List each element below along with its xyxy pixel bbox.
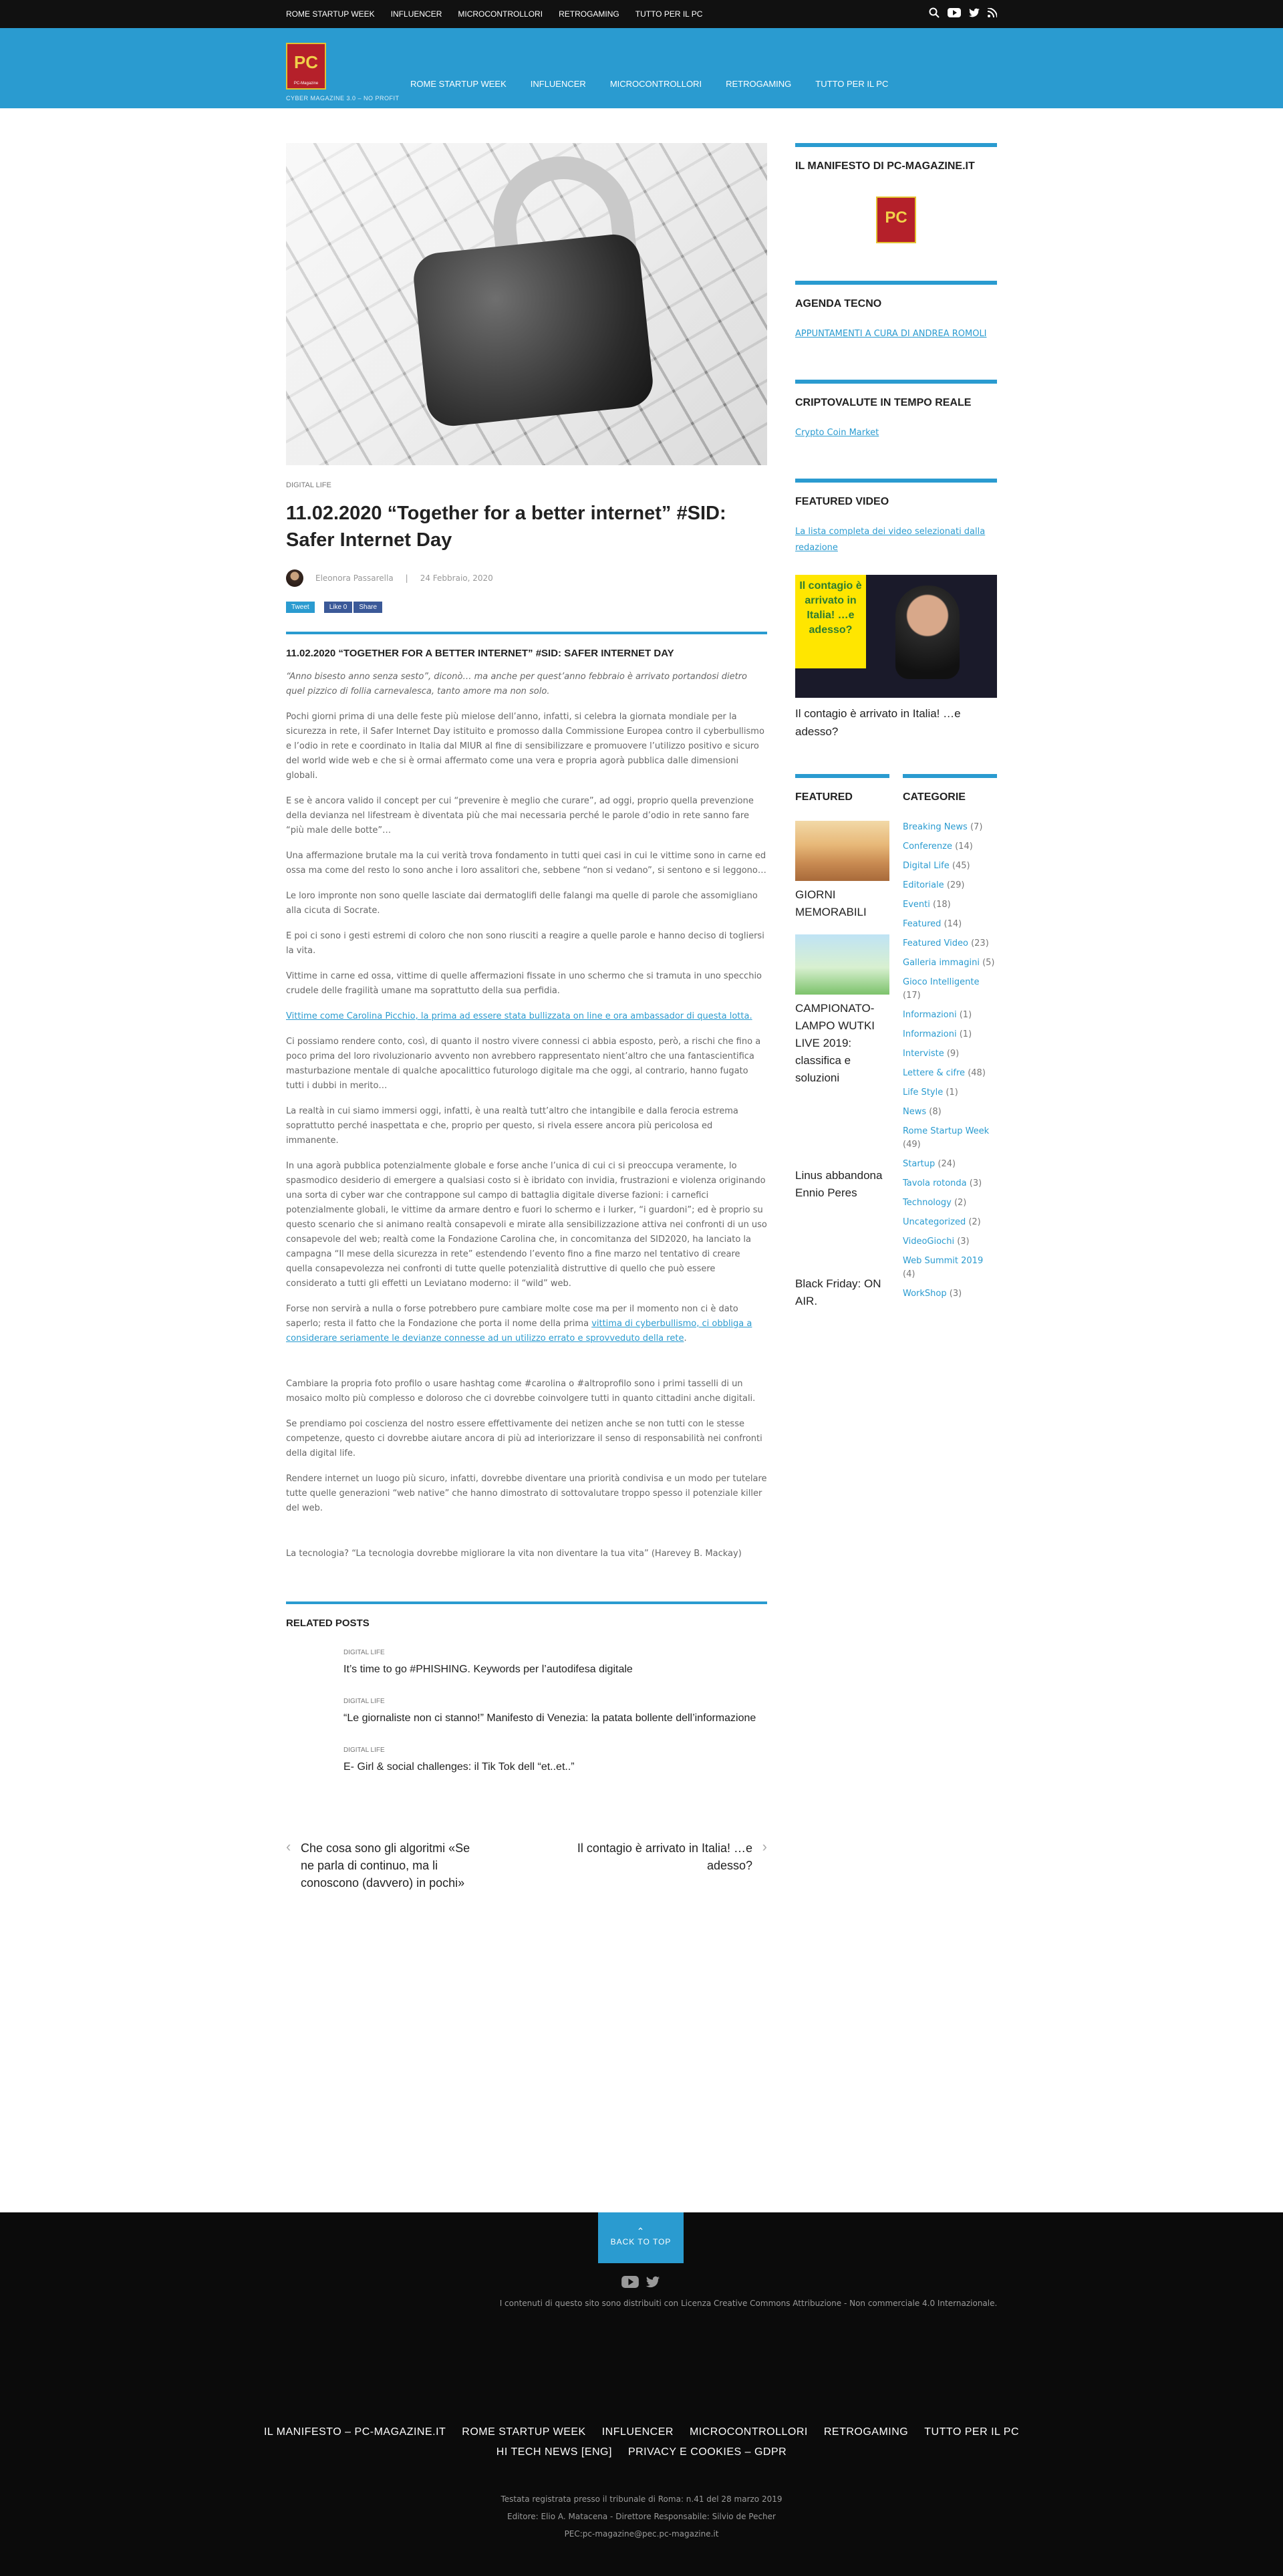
copyright-line: Testata registrata presso il tribunale di Roma: n.41 del 28 marzo 2019 [501, 2494, 782, 2504]
footer-nav-row [0, 2426, 1283, 2438]
previous-post-link[interactable]: ‹ Che cosa sono gli algoritmi «Se ne parla di continuo, ma li conoscono (davvero) in pochi» [286, 1839, 486, 1892]
spacer [795, 1215, 889, 1270]
site-tagline: CYBER MAGAZINE 3.0 – NO PROFIT [286, 95, 400, 102]
logo-small-text: PC-Magazine [293, 82, 319, 86]
copyright-line: PEC:pc-magazine@pec.pc-magazine.it [564, 2529, 719, 2539]
category-item [903, 879, 997, 892]
search-icon[interactable] [929, 7, 940, 21]
category-link[interactable]: Breaking News [903, 822, 968, 832]
widget-manifesto [795, 143, 997, 243]
post-navigation [286, 1839, 767, 1892]
category-link[interactable]: Uncategorized [903, 1217, 966, 1227]
footer-nav-row [0, 2446, 1283, 2458]
category-link[interactable]: Lettere & cifre [903, 1068, 966, 1078]
category-item [903, 1255, 997, 1281]
footer-nav-influencer[interactable]: INFLUENCER [601, 2426, 674, 2438]
logo-text: PC [293, 52, 319, 72]
categories-column [903, 774, 997, 1323]
post-category[interactable]: DIGITAL LIFE [286, 481, 331, 489]
category-link[interactable]: Conferenze [903, 842, 952, 852]
category-link[interactable]: Gioco Intelligente [903, 977, 980, 987]
category-list [903, 821, 997, 1301]
category-item [903, 1067, 997, 1080]
related-post-title[interactable]: “Le giornaliste non ci stanno!” Manifesto di Venezia: la patata bollente dell’informazione [343, 1712, 756, 1724]
top-nav-retrogaming[interactable]: RETROGAMING [559, 9, 619, 19]
category-count: (14) [944, 919, 962, 929]
padlock-body [411, 232, 655, 428]
category-link[interactable]: Rome Startup Week [903, 1126, 990, 1136]
category-count: (45) [952, 861, 970, 871]
copyright-line: Editore: Elio A. Matacena - Direttore Responsabile: Silvio de Pecher [507, 2512, 776, 2521]
hero-image-padlock-keyboard [286, 143, 767, 465]
footer-nav-rome-startup-week[interactable]: ROME STARTUP WEEK [462, 2426, 586, 2438]
license-text: I contenuti di questo sito sono distribuiti con Licenza Creative Commons Attribuzione - Non commerciale 4.0 Internazionale. [499, 2299, 998, 2308]
related-post-category[interactable]: DIGITAL LIFE [343, 1649, 385, 1656]
post-meta [286, 569, 767, 587]
paragraph: Pochi giorni prima di una delle feste più mielose dell’anno, infatti, si celebra la giornata mondiale per la sicurezza in rete, il Safer Internet Day istituito e promosso dalla Commissione Europea contro il cyberbullismo e l’odio in rete e coordinato in Italia dal MIUR al fine di sensibilizzare e promuovere l’utilizzo positivo e sicuro del world wide web e che si è ormai affermato come una vera e propria agorà pubblica dalle dimensioni globali. [286, 712, 764, 781]
featured-column [795, 774, 889, 1323]
category-item [903, 1216, 997, 1229]
category-item [903, 1158, 997, 1171]
agenda-link[interactable]: APPUNTAMENTI A CURA DI ANDREA ROMOLI [795, 329, 987, 339]
youtube-icon[interactable] [948, 8, 961, 20]
spacer [286, 1346, 767, 1366]
video-caption[interactable]: Il contagio è arrivato in Italia! …e adesso? [795, 707, 961, 738]
category-count: (8) [929, 1107, 942, 1117]
paragraph-link [286, 1009, 767, 1024]
main-nav-rome-startup-week[interactable]: ROME STARTUP WEEK [410, 79, 507, 89]
featured-image-cartoon[interactable] [795, 934, 889, 995]
category-item [903, 976, 997, 1003]
related-post-title[interactable]: E- Girl & social challenges: il Tik Tok dell “et..et..” [343, 1761, 575, 1773]
footer-nav-hi-tech-news[interactable]: HI TECH NEWS [ENG] [496, 2446, 612, 2458]
featured-and-categories [795, 778, 997, 1323]
main-nav-retrogaming[interactable]: RETROGAMING [726, 79, 792, 89]
featured-post-title[interactable]: GIORNI MEMORABILI [795, 888, 867, 918]
category-count: (23) [971, 938, 989, 948]
category-item [903, 956, 997, 970]
category-item [903, 860, 997, 873]
footer-nav-retrogaming[interactable]: RETROGAMING [823, 2426, 909, 2438]
featured-image-beach[interactable] [795, 821, 889, 881]
post-title: 11.02.2020 “Together for a better internet” #SID: Safer Internet Day [286, 503, 726, 551]
category-item [903, 1125, 997, 1152]
category-count: (3) [957, 1237, 970, 1247]
site-header [0, 28, 1283, 108]
category-item [903, 898, 997, 912]
paragraph: Una affermazione brutale ma la cui verità trova fondamento in tutti quei casi in cui le vittime sono in carne ed ossa ma come del resto lo sono anche i loro assalitori che, sebbene “non si vedano”, si sentono e si leggono… [286, 851, 766, 876]
category-link[interactable]: Featured [903, 919, 942, 929]
footer-nav-microcontrollori[interactable]: MICROCONTROLLORI [689, 2426, 808, 2438]
top-bar [0, 0, 1283, 28]
main-nav-microcontrollori[interactable]: MICROCONTROLLORI [609, 79, 702, 89]
spacer [795, 1100, 889, 1162]
category-count: (1) [959, 1010, 972, 1020]
paragraph: La realtà in cui siamo immersi oggi, infatti, è una realtà tutt’altro che intangibile e dalla ferocia estrema soprattutto perché inaspettata e che, proprio per questo, si rivela essere ancora più pericolosa ed immanente. [286, 1106, 738, 1146]
category-item [903, 1028, 997, 1041]
category-count: (2) [954, 1198, 967, 1208]
featured-post-title[interactable]: CAMPIONATO-LAMPO WUTKI LIVE 2019: classifica e soluzioni [795, 1002, 875, 1084]
related-post-category[interactable]: DIGITAL LIFE [343, 1747, 385, 1754]
closing-quote: La tecnologia? “La tecnologia dovrebbe migliorare la vita non diventare la tua vita” (Harevey B. Mackay) [286, 1549, 742, 1559]
article-section-title: 11.02.2020 “TOGETHER FOR A BETTER INTERNET” #SID: SAFER INTERNET DAY [286, 632, 767, 659]
footer-nav-tutto-per-il-pc[interactable]: TUTTO PER IL PC [924, 2426, 1019, 2438]
chevron-up-icon: ⌃ [636, 2226, 646, 2236]
back-to-top-button[interactable] [598, 2212, 684, 2263]
category-item [903, 1009, 997, 1022]
widget-title: FEATURED VIDEO [795, 496, 889, 507]
category-count: (24) [938, 1159, 956, 1169]
widget-title: AGENDA TECNO [795, 298, 882, 309]
category-link[interactable]: Informazioni [903, 1010, 957, 1020]
paragraph: Ci possiamo rendere conto, così, di quanto il nostro vivere connessi ci abbia esposto, però, a rischi che fino a poco prima del loro rivoluzionario avvento non avrebbero rappresentato nient’altro che una fantascientifica masturbazione mentale di qualche apocalittico futurologo digitale ma che oggi, al contrario, hanno fugato tutti i dubbi in merito… [286, 1037, 761, 1091]
paragraph: Le loro impronte non sono quelle lasciate dai dermatoglifi delle falangi ma quelle di parole che assomigliano alla cicuta di Socrate. [286, 891, 758, 916]
crypto-link[interactable]: Crypto Coin Market [795, 428, 879, 438]
top-nav-influencer[interactable]: INFLUENCER [390, 9, 442, 19]
sidebar [795, 143, 997, 1323]
paragraph: E se è ancora valido il concept per cui “prevenire è meglio che curare”, ad oggi, proprio quella prevenzione della devianza nel lifestream è diventata più che mai necessaria perché le parole d’odio in rete sanno fare “più male delle botte”… [286, 796, 754, 835]
widget-crypto [795, 380, 997, 441]
category-count: (7) [970, 822, 983, 832]
manifesto-logo[interactable]: PC [876, 197, 916, 243]
main-nav-influencer[interactable]: INFLUENCER [530, 79, 586, 89]
back-to-top-label: BACK TO TOP [610, 2237, 672, 2246]
paragraph: E poi ci sono i gesti estremi di coloro che non sono riusciti a reagire a quelle parole e hanno deciso di togliersi la vita. [286, 931, 764, 956]
facebook-share-button[interactable]: Share [353, 602, 382, 613]
related-posts-title: RELATED POSTS [286, 1618, 370, 1629]
category-count: (17) [903, 991, 921, 1001]
widget-title: CRIPTOVALUTE IN TEMPO REALE [795, 397, 972, 408]
top-icons [929, 7, 997, 21]
site-footer [0, 2212, 1283, 2576]
presenter-image [895, 586, 960, 679]
category-link[interactable]: Galleria immagini [903, 958, 980, 968]
category-count: (5) [982, 958, 995, 968]
category-link[interactable]: Digital Life [903, 861, 950, 871]
category-count: (1) [946, 1087, 958, 1098]
category-item [903, 1287, 997, 1301]
category-count: (14) [955, 842, 973, 852]
paragraph: Rendere internet un luogo più sicuro, infatti, dovrebbe diventare una priorità condivisa e un modo per tutelare tutte quelle generazioni “web native” che hanno dimostrato di sottovalutare troppo spesso il potenziale killer del web. [286, 1474, 767, 1513]
category-item [903, 918, 997, 931]
category-count: (48) [968, 1068, 986, 1078]
category-item [903, 821, 997, 834]
featured-post-title[interactable]: Black Friday: ON AIR. [795, 1277, 881, 1307]
related-post-item [343, 1747, 767, 1775]
category-link[interactable]: Eventi [903, 900, 930, 910]
category-count: (18) [933, 900, 951, 910]
main-nav [410, 79, 888, 89]
category-link[interactable]: Featured Video [903, 938, 968, 948]
related-post-item [343, 1698, 767, 1726]
category-item [903, 937, 997, 950]
cyberbullismo-link[interactable]: vittima di cyberbullismo, ci obbliga a considerare seriamente le devianze connesse ad un utilizzo errato e sprovveduto della rete [286, 1319, 752, 1343]
related-post-category[interactable]: DIGITAL LIFE [343, 1698, 385, 1705]
category-item [903, 1196, 997, 1210]
youtube-icon[interactable] [621, 2275, 639, 2291]
category-link[interactable]: Informazioni [903, 1029, 957, 1039]
twitter-icon[interactable] [969, 8, 980, 20]
widget-featured-video [795, 479, 997, 741]
related-post-item [343, 1649, 767, 1678]
category-count: (1) [959, 1029, 972, 1039]
rss-icon[interactable] [988, 8, 997, 20]
category-item [903, 1177, 997, 1190]
category-count: (3) [969, 1178, 982, 1188]
category-item [903, 1106, 997, 1119]
category-item [903, 1086, 997, 1100]
twitter-icon[interactable] [646, 2275, 660, 2291]
paragraph: In una agorà pubblica potenzialmente globale e forse anche l’unica di cui ci si preoccupa veramente, lo spasmodico desiderio di emergere a qualsiasi costo si è ibridato con invidia, frustrazioni e violenza originando una sorta di cyber war che contrappone sul campo di battaglia digitale diverse fazioni: i carnefici potenzialmente globali, le vittime da armare dentro e fuori lo schermo e i lurker, “i guardoni”; ed è proprio su questo scenario che si animano realtà consapevoli e mirate alla sensibilizzazione attiva nei confronti di un uso consapevole del web; realtà come la Fondazione Carolina che, in concomitanza del SID2020, ha lanciato la campagna “Il mese della sicurezza in rete” estendendo l’evento fino a fine marzo nel tentativo di creare quella consapevolezza nei confronti di tutte quelle potenzialità distruttive di quello che può essere considerato a tutti gli effetti un Leviatano moderno: il “wild” web. [286, 1161, 767, 1289]
footer-nav [0, 2426, 1283, 2466]
post-date: 24 Febbraio, 2020 [420, 573, 493, 583]
facebook-like-button[interactable]: Like 0 [324, 602, 353, 613]
top-nav [286, 9, 929, 19]
related-posts [286, 1601, 767, 1775]
author-avatar [286, 569, 303, 587]
paragraph [286, 1302, 767, 1346]
category-link[interactable]: Web Summit 2019 [903, 1256, 984, 1266]
top-nav-microcontrollori[interactable]: MICROCONTROLLORI [458, 9, 543, 19]
article-body [286, 670, 767, 1561]
category-count: (2) [968, 1217, 981, 1227]
widget-agenda [795, 281, 997, 342]
category-link[interactable]: Tavola rotonda [903, 1178, 967, 1188]
featured-title: FEATURED [795, 791, 853, 803]
spacer [286, 1516, 767, 1536]
carolina-picchio-link[interactable]: Vittime come Carolina Picchio, la prima ad essere stata bullizzata on line e ora ambassador di questa lotta. [286, 1011, 752, 1021]
category-link[interactable]: Life Style [903, 1087, 944, 1098]
featured-post-title[interactable]: Linus abbandona Ennio Peres [795, 1169, 883, 1199]
category-count: (3) [949, 1289, 962, 1299]
widget-title: IL MANIFESTO DI PC-MAGAZINE.IT [795, 160, 975, 172]
category-link[interactable]: News [903, 1107, 927, 1117]
footer-copyright [0, 2490, 1283, 2543]
paragraph: Vittime in carne ed ossa, vittime di quelle affermazioni fissate in uno schermo che si tramuta in uno specchio crudele delle fragilità umane ma soprattutto della sua perfidia. [286, 971, 762, 996]
category-link[interactable]: WorkShop [903, 1289, 947, 1299]
top-nav-rome-startup-week[interactable]: ROME STARTUP WEEK [286, 9, 375, 19]
article [286, 143, 767, 1892]
category-link[interactable]: Technology [903, 1198, 952, 1208]
share-buttons [286, 602, 767, 613]
meta-divider: | [405, 573, 408, 583]
related-post-title[interactable]: It’s time to go #PHISHING. Keywords per l’autodifesa digitale [343, 1664, 633, 1675]
post-author[interactable]: Eleonora Passarella [315, 573, 394, 583]
category-count: (29) [946, 880, 965, 890]
paragraph: Se prendiamo poi coscienza del nostro essere effettivamente dei netizen anche se non tutti con le stesse competenze, questo ci dovrebbe aiutare ancora di più ad interiorizzare il senso di responsabilità nei confronti della digital life. [286, 1419, 762, 1458]
category-link[interactable]: Interviste [903, 1049, 944, 1059]
footer-social-icons [621, 2275, 660, 2291]
paragraph-text: . [684, 1333, 687, 1343]
video-thumbnail-text: Il contagio è arrivato in Italia! …e adesso? [795, 575, 866, 668]
site-logo[interactable] [286, 43, 326, 90]
paragraph: Cambiare la propria foto profilo o usare hashtag come #carolina o #altroprofilo sono i primi tasselli di un mosaico molto più complesso e doloroso che ci dovrebbe coinvolgere tutti in quanto cittadini anche digitali. [286, 1379, 756, 1404]
main-nav-tutto-per-il-pc[interactable]: TUTTO PER IL PC [815, 79, 889, 89]
next-post-link[interactable]: Il contagio è arrivato in Italia! …e adesso? › [567, 1839, 767, 1892]
paragraph-text: Forse non servirà a nulla o forse potrebbero pure cambiare molte cose ma per il momento non ci è dato saperlo; resta il fatto che la Fondazione che porta il nome della prima [286, 1304, 738, 1329]
video-thumbnail[interactable] [795, 575, 997, 698]
category-link[interactable]: Startup [903, 1159, 936, 1169]
category-item [903, 1235, 997, 1249]
category-count: (9) [946, 1049, 960, 1059]
top-nav-tutto-per-il-pc[interactable]: TUTTO PER IL PC [635, 9, 703, 19]
category-link[interactable]: VideoGiochi [903, 1237, 955, 1247]
category-count: (49) [903, 1140, 921, 1150]
video-list-link[interactable]: La lista completa dei video selezionati dalla redazione [795, 527, 986, 553]
paragraph: “Anno bisesto anno senza sesto”, diconò… ma anche per quest’anno febbraio è arrivato portandosi dietro quel pizzico di follia carnevalesca, tanto amore ma non solo. [286, 672, 747, 696]
category-item [903, 1047, 997, 1061]
footer-nav-manifesto[interactable]: IL MANIFESTO – PC-MAGAZINE.IT [263, 2426, 446, 2438]
category-item [903, 840, 997, 854]
categories-title: CATEGORIE [903, 791, 966, 803]
footer-nav-privacy[interactable]: PRIVACY E COOKIES – GDPR [627, 2446, 787, 2458]
tweet-button[interactable]: Tweet [286, 602, 315, 613]
category-count: (4) [903, 1269, 915, 1279]
category-link[interactable]: Editoriale [903, 880, 944, 890]
